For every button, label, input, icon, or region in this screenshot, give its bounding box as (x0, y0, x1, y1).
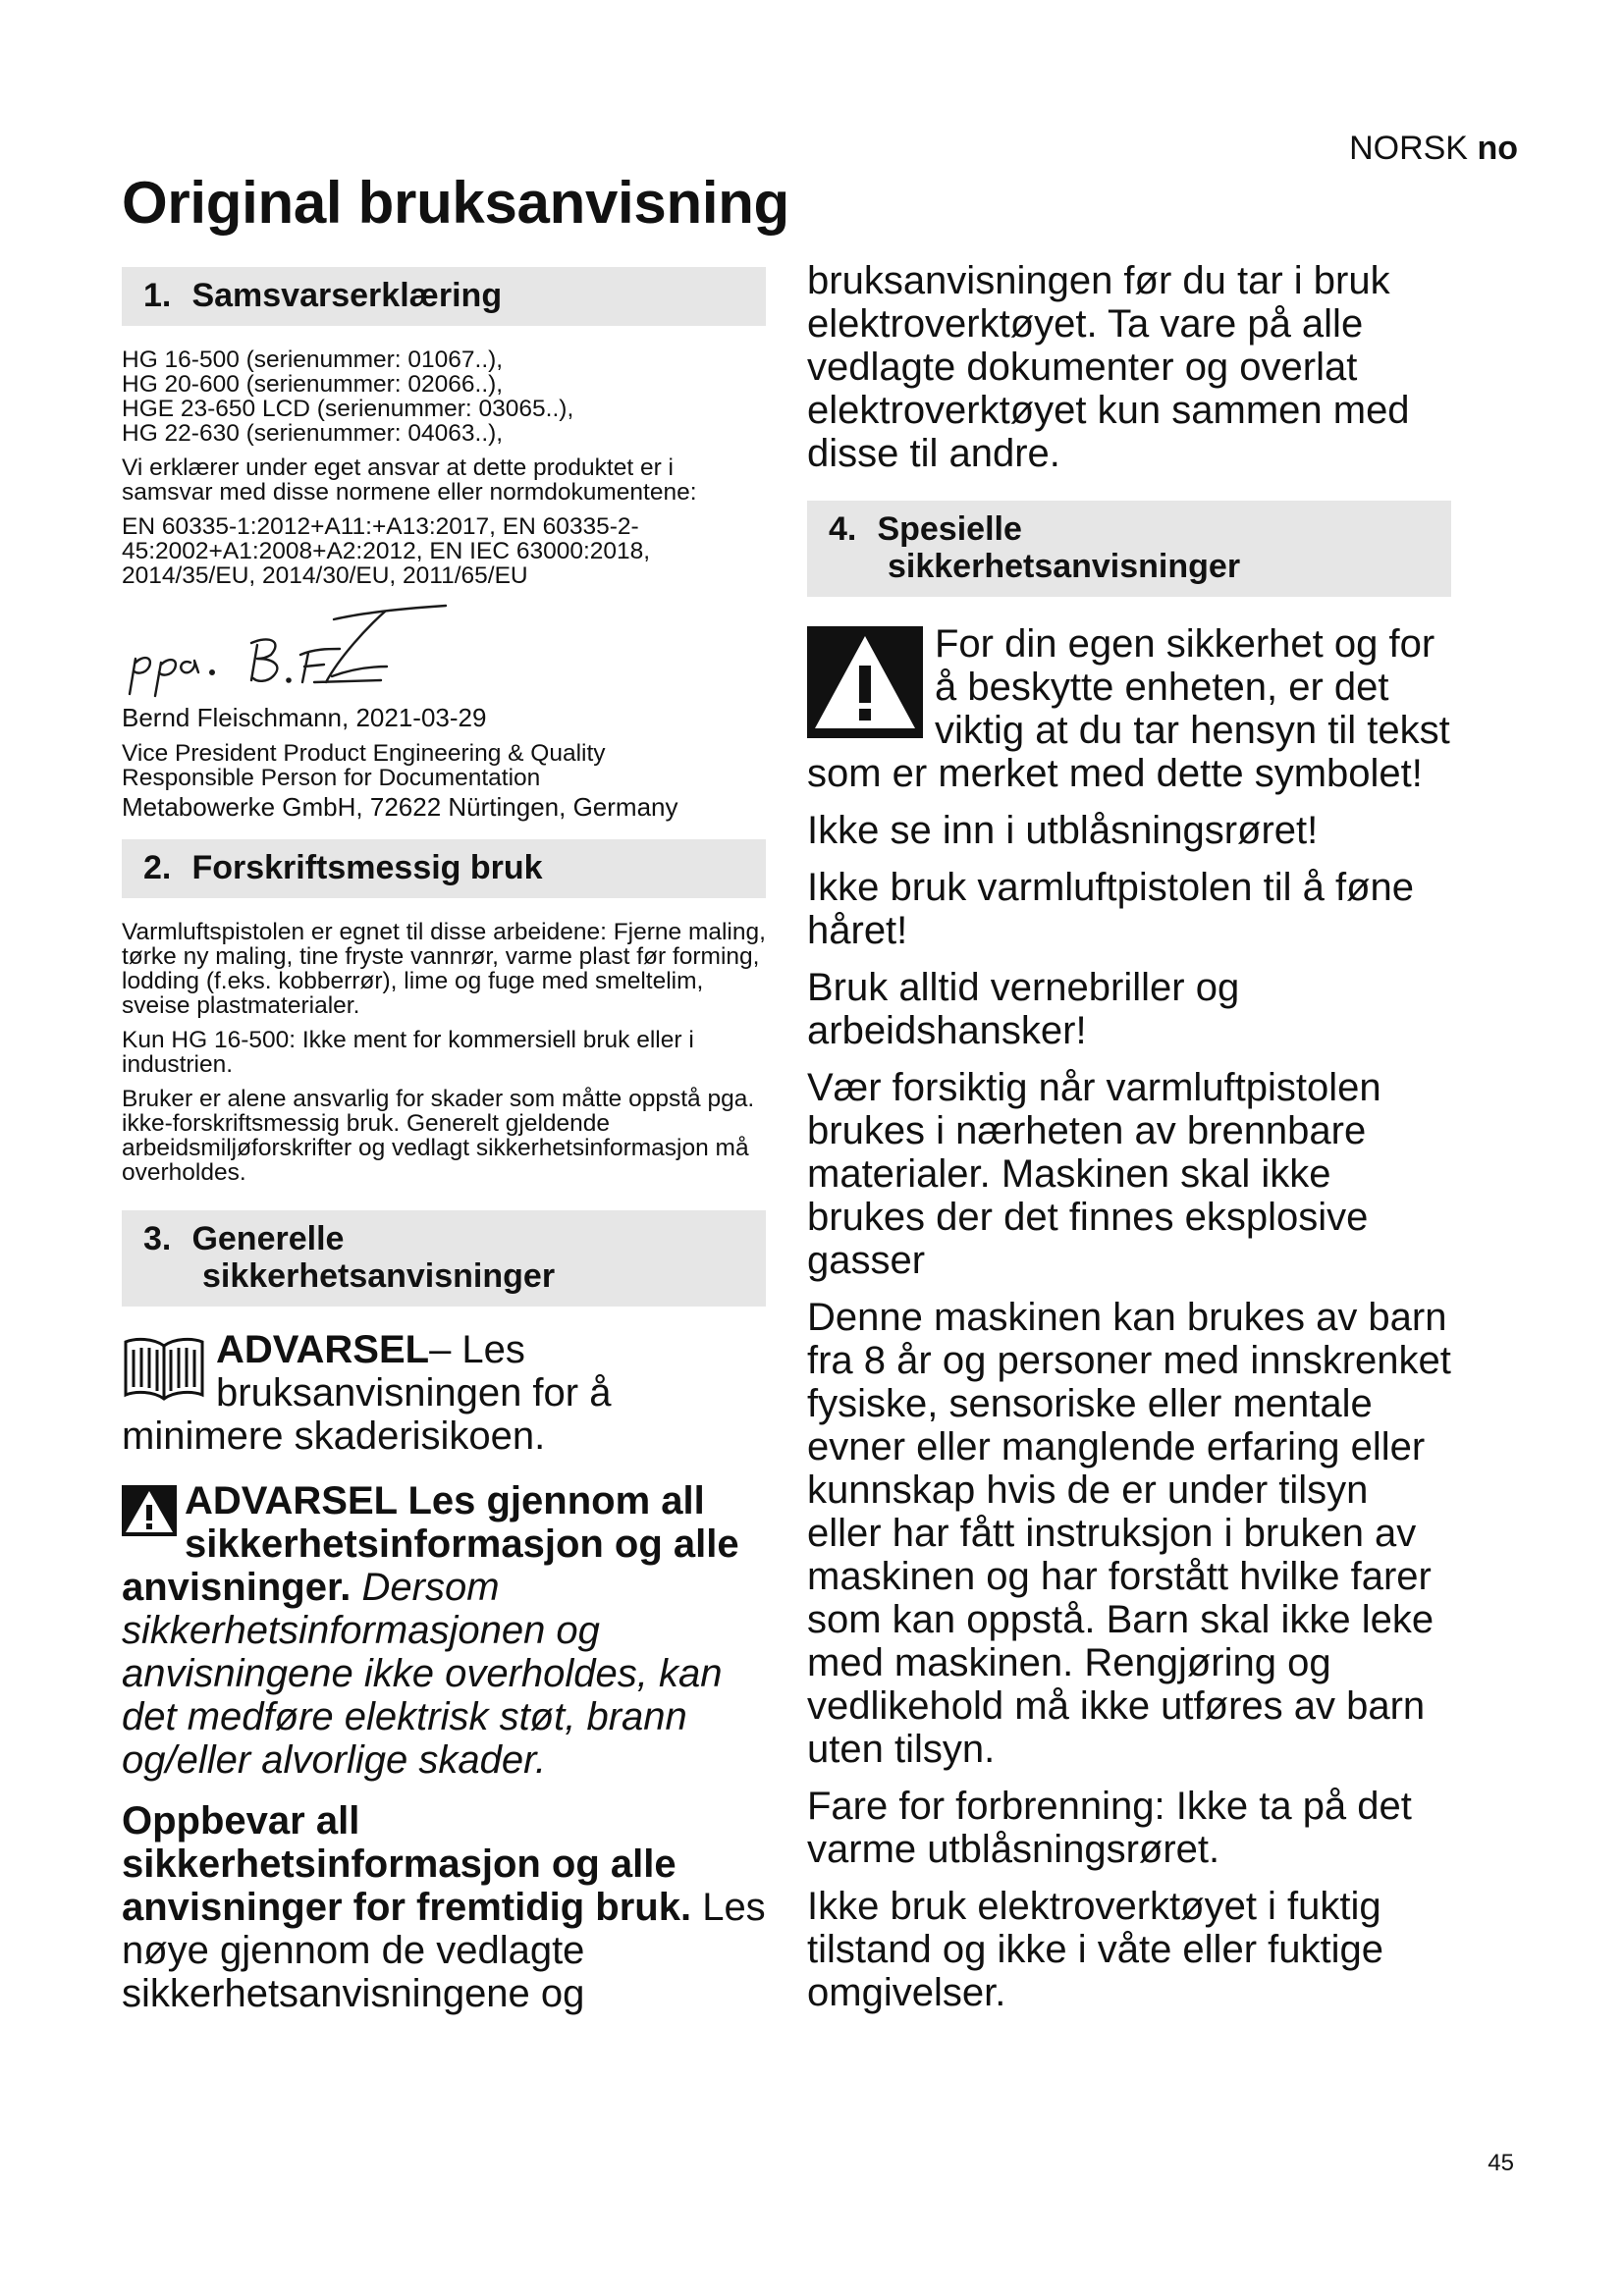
language-tag (1349, 130, 1518, 168)
serial-line: HG 20-600 (serienummer: 02066..), (122, 371, 504, 398)
section-title: Forskriftsmessig bruk (191, 849, 543, 886)
warning-bold-text: ADVARSEL Les gjennom all sikkerhetsinformasjon og alle anvisninger. (122, 1479, 739, 1609)
symbol-intro-text: For din egen sikkerhet og for å beskytte enheten, er det viktig at du tar hensyn til tekst som er merket med dette symbolet! (807, 622, 1450, 795)
safety-item: Bruk alltid vernebriller og arbeidshansker! (807, 966, 1240, 1052)
warning-italic-text: Dersom sikkerhetsinformasjonen og anvisningene ikke overholdes, kan det medføre elektrisk støt, brann og/eller alvorlige skader. (122, 1566, 723, 1782)
continued-text: bruksanvisningen før du tar i bruk elektroverktøyet. Ta vare på alle vedlagte dokumenter og overlat elektroverktøyet kun sammen med disse til andre. (807, 259, 1410, 475)
section-title-line-1: Spesielle (877, 510, 1022, 548)
safety-warning (122, 1479, 766, 1782)
document-title: Original bruksanvisning (122, 170, 789, 236)
section-2-heading (122, 839, 766, 898)
page-number: 45 (1488, 2150, 1514, 2176)
declaration-text: Vi erklærer under eget ansvar at dette produktet er i samsvar med disse normene eller normdokumentene: (122, 454, 697, 506)
warning-label: ADVARSEL (216, 1328, 430, 1371)
warning-text: – Les bruksanvisningen for å minimere skaderisikoen. (122, 1328, 612, 1458)
signature (122, 598, 766, 700)
safety-item: Ikke bruk elektroverktøyet i fuktig tilstand og ikke i våte eller fuktige omgivelser. (807, 1885, 1383, 2014)
warning-triangle-icon (122, 1485, 177, 1536)
right-column (807, 259, 1451, 2028)
symbol-intro (807, 622, 1451, 795)
company-address: Metabowerke GmbH, 72622 Nürtingen, Germany (122, 792, 678, 822)
keep-text: Les nøye gjennom de vedlagte sikkerhetsanvisningene og (122, 1886, 766, 2015)
serial-line: HG 22-630 (serienummer: 04063..), (122, 420, 504, 447)
read-manual-warning (122, 1328, 766, 1458)
section-1-heading (122, 267, 766, 326)
signer-role-2: Responsible Person for Documentation (122, 765, 541, 791)
signer-role-1: Vice President Product Engineering & Quality (122, 740, 606, 767)
serial-line: HGE 23-650 LCD (serienummer: 03065..), (122, 396, 574, 422)
keep-bold-text: Oppbevar all sikkerhetsinformasjon og alle anvisninger for fremtidig bruk. (122, 1799, 692, 1929)
book-icon (122, 1332, 206, 1403)
safety-item: Vær forsiktig når varmluftpistolen brukes i nærheten av brennbare materialer. Maskinen skal ikke brukes der det finnes eksplosive gasser (807, 1066, 1381, 1282)
section-number: 1. (143, 277, 172, 314)
section-title-line-2: sikkerhetsanvisninger (202, 1257, 556, 1295)
safety-item: Ikke se inn i utblåsningsrøret! (807, 809, 1319, 852)
safety-item: Fare for forbrenning: Ikke ta på det varme utblåsningsrøret. (807, 1785, 1412, 1871)
signature-image (122, 598, 475, 700)
serial-list (122, 347, 766, 446)
section-number: 4. (829, 510, 857, 548)
signer-name: Bernd Fleischmann, 2021-03-29 (122, 703, 487, 732)
safety-item: Ikke bruk varmluftpistolen til å føne håret! (807, 866, 1415, 952)
section-4-heading (807, 501, 1451, 597)
section-3-heading (122, 1210, 766, 1307)
usage-paragraph-3: Bruker er alene ansvarlig for skader som måtte oppstå pga. ikke-forskriftsmessig bruk. Generelt gjeldende arbeidsmiljøforskrifter og vedlagt sikkerhetsinformasjon må overholdes. (122, 1086, 755, 1186)
section-number: 3. (143, 1220, 172, 1257)
usage-paragraph-2: Kun HG 16-500: Ikke ment for kommersiell bruk eller i industrien. (122, 1027, 694, 1078)
section-title-line-2: sikkerhetsanvisninger (888, 548, 1241, 585)
standards-text: EN 60335-1:2012+A11:+A13:2017, EN 60335-2-45:2002+A1:2008+A2:2012, EN IEC 63000:2018, 2014/35/EU, 2014/30/EU, 2011/65/EU (122, 513, 651, 589)
section-title: Samsvarserklæring (191, 277, 503, 314)
section-title-line-1: Generelle (191, 1220, 345, 1257)
warning-triangle-icon (807, 626, 923, 738)
language-code: no (1477, 130, 1518, 167)
usage-paragraph-1: Varmluftspistolen er egnet til disse arbeidene: Fjerne maling, tørke ny maling, tine fryste vannrør, varme plast før forming, lodding (f.eks. kobberrør), lime og fuge med smeltelim, sveise plastmaterialer. (122, 919, 766, 1019)
safety-item: Denne maskinen kan brukes av barn fra 8 år og personer med innskrenket fysiske, sensoriske eller mentale evner eller manglende erfaring eller kunnskap hvis de er under tilsyn eller har fått instruksjon i bruken av maskinen og har forstått hvilke farer som kan oppstå. Barn skal ikke leke med maskinen. Rengjøring og vedlikehold må ikke utføres av barn uten tilsyn. (807, 1296, 1451, 1771)
language-name: NORSK (1349, 130, 1468, 167)
keep-instructions (122, 1799, 766, 2015)
section-number: 2. (143, 849, 172, 886)
serial-line: HG 16-500 (serienummer: 01067..), (122, 347, 504, 373)
left-column (122, 267, 766, 2029)
